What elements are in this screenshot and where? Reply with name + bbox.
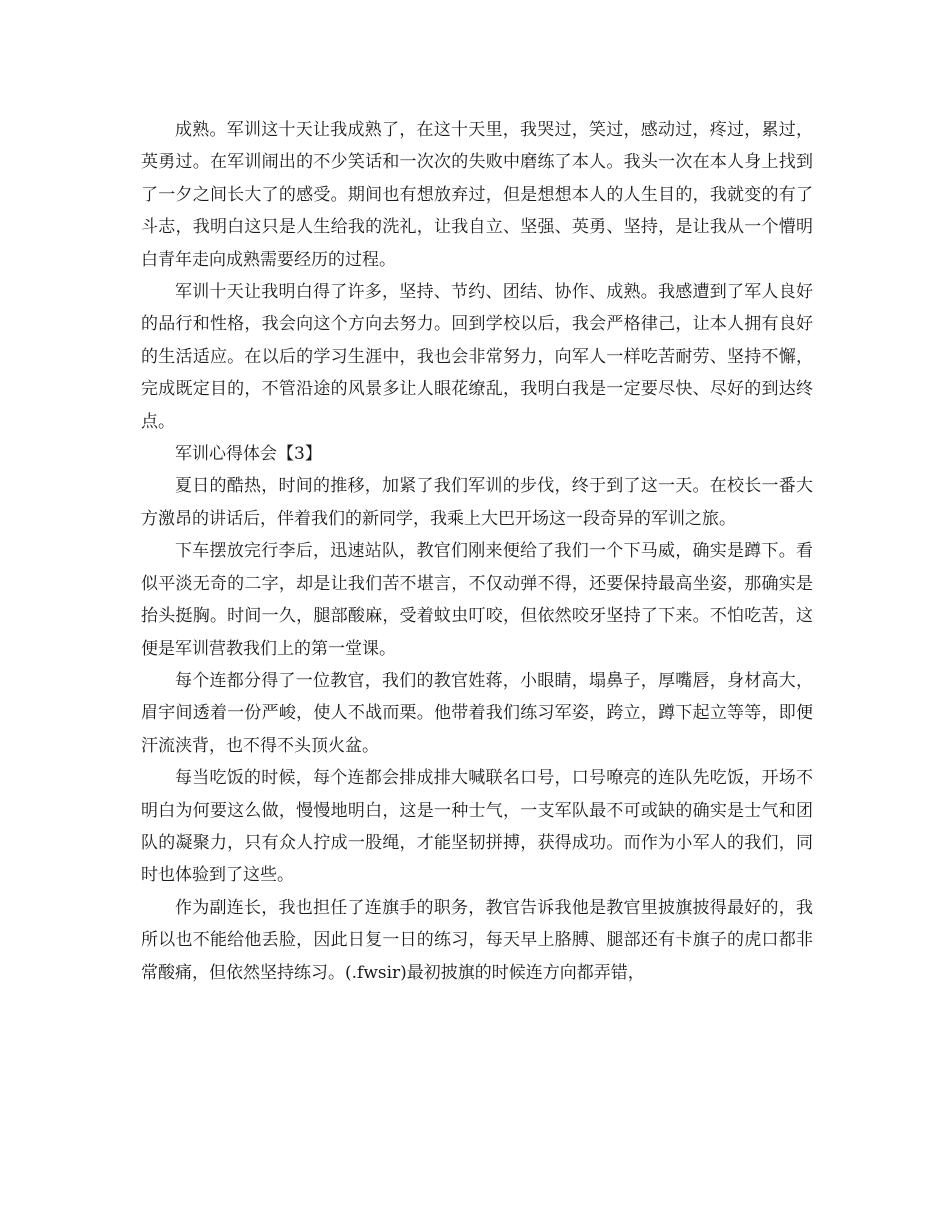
paragraph-ten-days: 军训十天让我明白得了许多，坚持、节约、团结、协作、成熟。我感遭到了军人良好的品行和性格，我会向这个方向去努力。回到学校以后，我会严格律己，让本人拥有良好的生活适应。在以后的学习生涯中，我也会非常努力，向军人一样吃苦耐劳、坚持不懈，完成既定目的，不管沿途的风景多让人眼花缭乱，我明白我是一定要尽快、尽好的到达终点。 xyxy=(141,282,813,432)
paragraph-instructor: 每个连都分得了一位教官，我们的教官姓蒋，小眼睛，塌鼻子，厚嘴唇，身材高大，眉宇间透着一份严峻，使人不战而栗。他带着我们练习军姿，跨立，蹲下起立等等，即便汗流浃背，也不得不头顶火盆。 xyxy=(141,670,813,756)
paragraph-meal-slogan: 每当吃饭的时候，每个连都会排成排大喊联名口号，口号嘹亮的连队先吃饭，开场不明白为何要这么做，慢慢地明白，这是一种士气，一支军队最不可或缺的确实是士气和团队的凝聚力，只有众人拧成一股绳，才能坚韧拼搏，获得成功。而作为小军人的我们，同时也体验到了这些。 xyxy=(141,768,813,886)
document-page xyxy=(141,114,813,989)
paragraph-summer: 夏日的酷热，时间的推移，加紧了我们军训的步伐，终于到了这一天。在校长一番大方激昂的讲话后，伴着我们的新同学，我乘上大巴开场这一段奇异的军训之旅。 xyxy=(141,476,813,529)
paragraph-maturity: 成熟。军训这十天让我成熟了，在这十天里，我哭过，笑过，感动过，疼过，累过，英勇过。在军训闹出的不少笑话和一次次的失败中磨练了本人。我头一次在本人身上找到了一夕之间长大了的感受。期间也有想放弃过，但是想想本人的人生目的，我就变的有了斗志，我明白这只是人生给我的洗礼，让我自立、坚强、英勇、坚持，是让我从一个懵明白青年走向成熟需要经历的过程。 xyxy=(141,120,813,270)
section-heading: 军训心得体会【3】 xyxy=(175,444,322,465)
paragraph-squat: 下车摆放完行李后，迅速站队，教官们刚来便给了我们一个下马威，确实是蹲下。看似平淡无奇的二字，却是让我们苦不堪言，不仅动弹不得，还要保持最高坐姿，那确实是抬头挺胸。时间一久，腿部酸麻，受着蚊虫叮咬，但依然咬牙坚持了下来。不怕吃苦，这便是军训营教我们上的第一堂课。 xyxy=(141,541,813,659)
paragraph-flag-bearer: 作为副连长，我也担任了连旗手的职务，教官告诉我他是教官里披旗披得最好的，我所以也不能给他丢脸，因此日复一日的练习，每天早上胳膊、腿部还有卡旗子的虎口都非常酸痛，但依然坚持练习。(.fwsir)最初披旗的时候连方向都弄错， xyxy=(141,897,813,983)
